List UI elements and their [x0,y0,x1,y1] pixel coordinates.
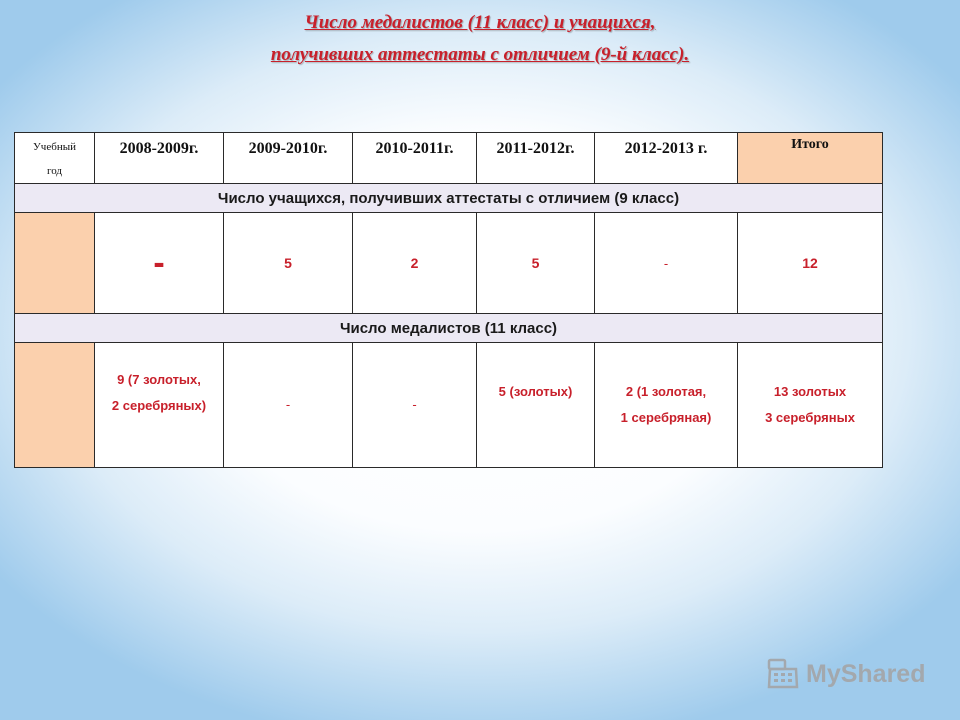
cash-register-icon [766,657,800,691]
row11-value-total [738,343,883,468]
watermark-text: MyShared [806,659,926,688]
section-11-header [15,314,883,343]
row11-2009-line1: - [285,397,291,412]
row11-value-2011 [477,343,595,468]
row11-total-line1: 13 золотых [773,384,847,399]
slide-title-line-1: Число медалистов (11 класс) и учащихся, [304,12,656,33]
header-label-line1: Учебный [33,141,76,153]
statistics-table [14,132,883,468]
section-11-title: Число медалистов (11 класс) [15,314,883,343]
header-label-cell [15,133,95,184]
row11-label-cell [15,343,95,468]
header-year-2: 2009-2010г. [224,133,353,184]
section-11-row [15,343,883,468]
row11-value-2008 [95,343,224,468]
row9-value-2010: 2 [353,213,477,314]
row11-2011-line1: 5 (золотых) [498,384,573,399]
header-total: Итого [738,133,883,184]
header-year-3: 2010-2011г. [353,133,477,184]
header-year-5: 2012-2013 г. [595,133,738,184]
row11-2008-line1: 9 (7 золотых, [117,372,201,387]
row11-2012-line1: 2 (1 золотая, [625,384,707,399]
row9-value-2008: - [95,213,224,314]
row11-value-2009 [224,343,353,468]
watermark-logo [766,652,925,696]
slide-title-line-2: получивших аттестаты с отличием (9-й класс). [270,44,690,65]
row9-value-total: 12 [738,213,883,314]
row11-2010-line1: - [412,397,417,412]
section-9-row [15,213,883,314]
row11-value-2010 [353,343,477,468]
row9-value-2012: - [595,213,738,314]
row11-2008-line2: 2 серебряных) [111,398,207,413]
row11-2012-line2: 1 серебряная) [620,410,712,425]
row11-value-2012 [595,343,738,468]
row9-value-2009: 5 [224,213,353,314]
section-9-header [15,184,883,213]
section-9-title: Число учащихся, получивших аттестаты с отличием (9 класс) [15,184,883,213]
row9-label-cell [15,213,95,314]
header-label-line2: год [46,165,63,177]
header-row [15,133,883,184]
row9-value-2011: 5 [477,213,595,314]
row11-total-line2: 3 серебряных [765,410,855,425]
header-year-4: 2011-2012г. [477,133,595,184]
header-year-1: 2008-2009г. [95,133,224,184]
